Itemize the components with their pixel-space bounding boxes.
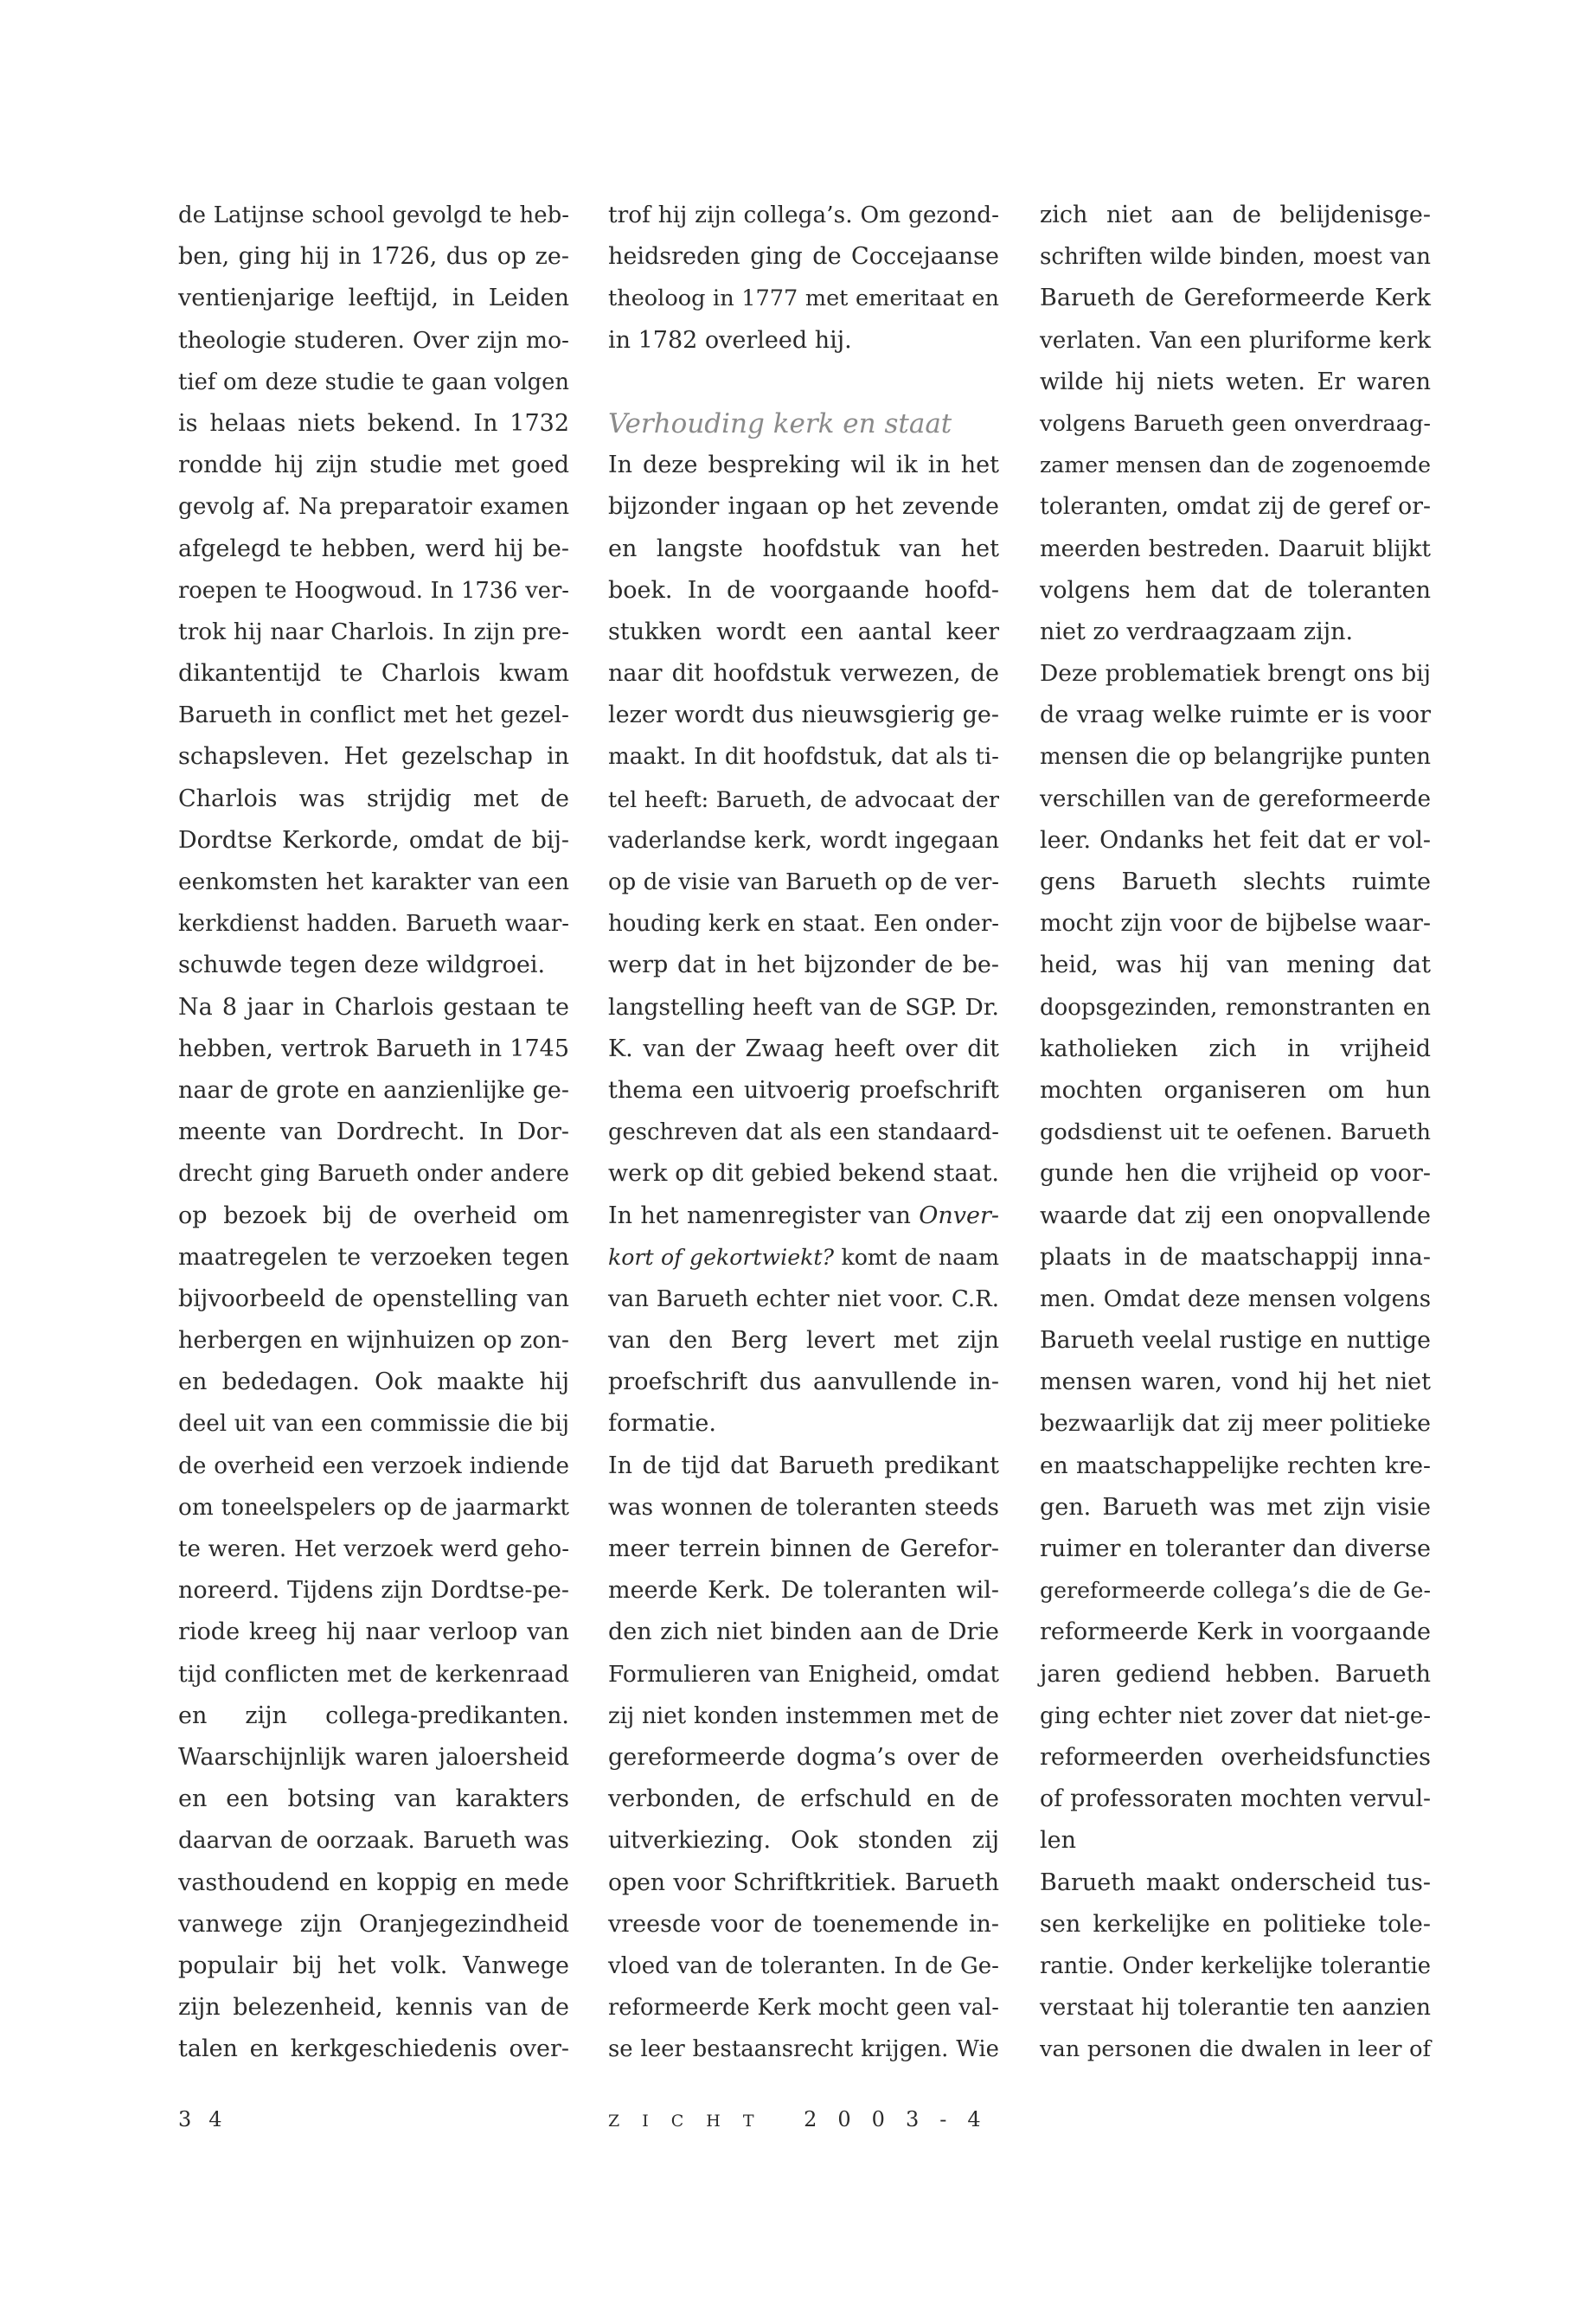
text-fragment: komt de naam (833, 1244, 999, 1270)
text-line: uitverkiezing. Ook stonden zij (608, 1827, 999, 1855)
text-line: van Barueth echter niet voor. C.R. (608, 1285, 999, 1312)
text-line: op de visie van Barueth op de ver- (608, 869, 999, 895)
text-line: afgelegd te hebben, werd hij be- (178, 535, 569, 562)
text-line: Dordtse Kerkorde, omdat de bij- (178, 826, 569, 854)
text-line: de Latijnse school gevolgd te heb- (178, 202, 569, 228)
text-fragment: In het namenregister van (608, 1202, 920, 1229)
text-line: gens Barueth slechts ruimte (1040, 868, 1431, 895)
text-line: boek. In de voorgaande hoofd- (608, 576, 999, 604)
text-line: en een botsing van karakters (178, 1785, 569, 1813)
text-line: Barueth veelal rustige en nuttige (1040, 1327, 1431, 1355)
text-line: van den Berg levert met zijn (608, 1327, 999, 1355)
text-line: se leer bestaansrecht krijgen. Wie (608, 2036, 999, 2063)
text-line: proefschrift dus aanvullende in- (608, 1368, 999, 1396)
text-line: en maatschappelijke rechten kre- (1040, 1452, 1431, 1479)
text-line: wilde hij niets weten. Er waren (1040, 368, 1431, 395)
text-line: verbonden, de erfschuld en de (608, 1785, 999, 1813)
text-line: drecht ging Barueth onder andere (178, 1161, 569, 1188)
text-line: verlaten. Van een pluriforme kerk (1040, 327, 1431, 354)
text-line: riode kreeg hij naar verloop van (178, 1618, 569, 1646)
text-line: maatregelen te verzoeken tegen (178, 1243, 569, 1271)
text-line: zijn belezenheid, kennis van de (178, 1994, 569, 2022)
text-line: volgens Barueth geen onverdraag- (1040, 410, 1431, 437)
book-title-fragment: kort of gekortwiekt? (608, 1244, 834, 1270)
text-line: gunde hen die vrijheid op voor- (1040, 1160, 1431, 1188)
text-line: volgens hem dat de toleranten (1040, 576, 1431, 604)
text-line: gereformeerde collega’s die de Ge- (1040, 1578, 1431, 1604)
text-line: sen kerkelijke en politieke tole- (1040, 1910, 1431, 1938)
text-line: en bededagen. Ook maakte hij (178, 1368, 569, 1396)
text-line: talen en kerkgeschiedenis over- (178, 2035, 569, 2063)
text-line: de vraag welke ruimte er is voor (1040, 702, 1431, 729)
text-column-2 (608, 195, 999, 2070)
text-line: roepen te Hoogwoud. In 1736 ver- (178, 577, 569, 604)
text-line: werk op dit gebied bekend staat. (608, 1160, 999, 1188)
book-title-fragment: Onver- (919, 1202, 999, 1229)
text-line: Formulieren van Enigheid, omdat (608, 1661, 999, 1688)
text-line: schapsleven. Het gezelschap in (178, 743, 569, 771)
journal-issue: 2003-4 (804, 2107, 1002, 2131)
text-line: ging echter niet zover dat niet-ge- (1040, 1702, 1431, 1729)
text-line: mochten organiseren om hun (1040, 1076, 1431, 1104)
text-line: trof hij zijn collega’s. Om gezond- (608, 202, 999, 228)
text-line: bijvoorbeeld de openstelling van (178, 1285, 569, 1312)
text-line: hebben, vertrok Barueth in 1745 (178, 1035, 569, 1062)
text-line: rondde hij zijn studie met goed (178, 452, 569, 479)
text-column-3 (1040, 195, 1431, 2070)
text-line: trok hij naar Charlois. In zijn pre- (178, 618, 569, 645)
text-line: open voor Schriftkritiek. Barueth (608, 1868, 999, 1896)
text-line: formatie. (608, 1410, 716, 1438)
text-line: reformeerden overheidsfuncties (1040, 1743, 1431, 1771)
text-line: mocht zijn voor de bijbelse waar- (1040, 910, 1431, 938)
paragraph-gap (608, 362, 999, 403)
section-heading: Verhouding kerk en staat (608, 407, 952, 439)
text-line: vreesde voor de toenemende in- (608, 1910, 999, 1938)
text-line: reformeerde Kerk mocht geen val- (608, 1995, 999, 2022)
text-line: Deze problematiek brengt ons bij (1040, 660, 1431, 688)
text-line: gen. Barueth was met zijn visie (1040, 1493, 1431, 1521)
text-line: len (1040, 1827, 1077, 1855)
text-line: naar dit hoofdstuk verwezen, de (608, 660, 999, 688)
text-line: werp dat in het bijzonder de be- (608, 952, 999, 979)
text-line: heid, was hij van mening dat (1040, 952, 1431, 979)
text-line: rantie. Onder kerkelijke tolerantie (1040, 1952, 1431, 1979)
text-line: jaren gediend hebben. Barueth (1040, 1660, 1431, 1688)
text-line: deel uit van een commissie die bij (178, 1411, 569, 1438)
text-line: gereformeerde dogma’s over de (608, 1743, 999, 1771)
text-line (608, 1195, 999, 1237)
text-line: ben, ging hij in 1726, dus op ze- (178, 243, 569, 271)
text-line: en zijn collega-predikanten. (178, 1702, 569, 1729)
text-line: naar de grote en aanzienlijke ge- (178, 1076, 569, 1104)
text-line: lezer wordt dus nieuwsgierig ge- (608, 702, 999, 729)
text-line: houding kerk en staat. Een onder- (608, 911, 999, 938)
text-line: Barueth in conflict met het gezel- (178, 702, 569, 729)
text-line: Barueth de Gereformeerde Kerk (1040, 285, 1431, 312)
text-line: tel heeft: Barueth, de advocaat der (608, 785, 999, 812)
text-line: daarvan de oorzaak. Barueth was (178, 1827, 569, 1855)
text-line: vanwege zijn Oranjegezindheid (178, 1910, 569, 1938)
text-line: niet zo verdraagzaam zijn. (1040, 618, 1354, 645)
text-line: herbergen en wijnhuizen op zon- (178, 1327, 569, 1355)
text-line: doopsgezinden, remonstranten en (1040, 994, 1431, 1021)
text-line: theologie studeren. Over zijn mo- (178, 326, 569, 354)
text-line: zich niet aan de belijdenisge- (1040, 202, 1431, 228)
text-line: Charlois was strijdig met de (178, 785, 569, 812)
text-line: bezwaarlijk dat zij meer politieke (1040, 1410, 1431, 1438)
text-line: of professoraten mochten vervul- (1040, 1785, 1431, 1813)
text-line: meente van Dordrecht. In Dor- (178, 1118, 569, 1146)
text-line: zij niet konden instemmen met de (608, 1702, 999, 1729)
text-line: In deze bespreking wil ik in het (608, 452, 999, 479)
text-line: den zich niet binden aan de Drie (608, 1618, 999, 1646)
text-line: K. van der Zwaag heeft over dit (608, 1035, 999, 1062)
text-line: bijzonder ingaan op het zevende (608, 493, 999, 521)
text-line: noreerd. Tijdens zijn Dordtse-pe- (178, 1577, 569, 1605)
text-line: heidsreden ging de Coccejaanse (608, 243, 999, 271)
text-line: om toneelspelers op de jaarmarkt (178, 1494, 569, 1521)
text-line: vaderlandse kerk, wordt ingegaan (608, 827, 999, 854)
text-line: theoloog in 1777 met emeritaat en (608, 285, 999, 312)
text-line: meerde Kerk. De toleranten wil- (608, 1577, 999, 1605)
text-line: geschreven dat als een standaard- (608, 1119, 999, 1146)
text-column-1 (178, 195, 569, 2070)
page-number: 34 (178, 2107, 240, 2131)
text-line: thema een uitvoerig proefschrift (608, 1076, 999, 1104)
text-line: ventienjarige leeftijd, in Leiden (178, 285, 569, 312)
text-line: zamer mensen dan de zogenoemde (1040, 452, 1431, 478)
text-line: maakt. In dit hoofdstuk, dat als ti- (608, 744, 999, 771)
text-line: leer. Ondanks het feit dat er vol- (1040, 826, 1431, 854)
text-line: langstelling heeft van de SGP. Dr. (608, 993, 999, 1021)
text-line: katholieken zich in vrijheid (1040, 1035, 1431, 1062)
text-line: tief om deze studie te gaan volgen (178, 369, 569, 395)
text-line: plaats in de maatschappij inna- (1040, 1243, 1431, 1271)
text-line (608, 1237, 999, 1279)
text-line: vloed van de toleranten. In de Ge- (608, 1952, 999, 1979)
text-line: stukken wordt een aantal keer (608, 618, 999, 645)
text-line: Barueth maakt onderscheid tus- (1040, 1868, 1431, 1896)
text-line: eenkomsten het karakter van een (178, 868, 569, 895)
text-line: verstaat hij tolerantie ten aanzien (1040, 1995, 1431, 2022)
text-line: waarde dat zij een onopvallende (1040, 1202, 1431, 1229)
text-line: godsdienst uit te oefenen. Barueth (1040, 1119, 1431, 1146)
text-line: in 1782 overleed hij. (608, 326, 852, 354)
journal-footer (608, 2107, 1002, 2131)
text-line: tijd conflicten met de kerkenraad (178, 1660, 569, 1688)
text-line: mensen die op belangrijke punten (1040, 744, 1431, 771)
text-line: de overheid een verzoek indiende (178, 1452, 569, 1479)
text-line: ruimer en toleranter dan diverse (1040, 1535, 1431, 1562)
text-line: dikantentijd te Charlois kwam (178, 660, 569, 688)
text-line: men. Omdat deze mensen volgens (1040, 1285, 1431, 1312)
text-line: meer terrein binnen de Gerefor- (608, 1535, 999, 1562)
text-line: schuwde tegen deze wildgroei. (178, 952, 546, 979)
text-line: populair bij het volk. Vanwege (178, 1952, 569, 1979)
text-line: mensen waren, vond hij het niet (1040, 1368, 1431, 1396)
text-line: van personen die dwalen in leer of (1040, 2036, 1431, 2063)
text-line: en langste hoofdstuk van het (608, 535, 999, 562)
text-line: In de tijd dat Barueth predikant (608, 1452, 999, 1479)
text-line: te weren. Het verzoek werd geho- (178, 1536, 569, 1562)
text-line: verschillen van de gereformeerde (1040, 785, 1431, 812)
text-line: toleranten, omdat zij de geref or- (1040, 493, 1431, 521)
text-line: vasthoudend en koppig en mede (178, 1868, 569, 1896)
text-line: meerden bestreden. Daaruit blijkt (1040, 535, 1431, 562)
text-line: kerkdienst hadden. Barueth waar- (178, 911, 569, 938)
journal-name: ZICHT (608, 2112, 777, 2131)
text-line: was wonnen de toleranten steeds (608, 1493, 999, 1521)
text-line: schriften wilde binden, moest van (1040, 244, 1431, 271)
text-line: is helaas niets bekend. In 1732 (178, 409, 569, 437)
text-line: op bezoek bij de overheid om (178, 1202, 569, 1229)
text-line: Na 8 jaar in Charlois gestaan te (178, 993, 569, 1021)
text-line: gevolg af. Na preparatoir examen (178, 494, 569, 521)
text-line: reformeerde Kerk in voorgaande (1040, 1618, 1431, 1646)
text-line: Waarschijnlijk waren jaloersheid (178, 1743, 569, 1771)
